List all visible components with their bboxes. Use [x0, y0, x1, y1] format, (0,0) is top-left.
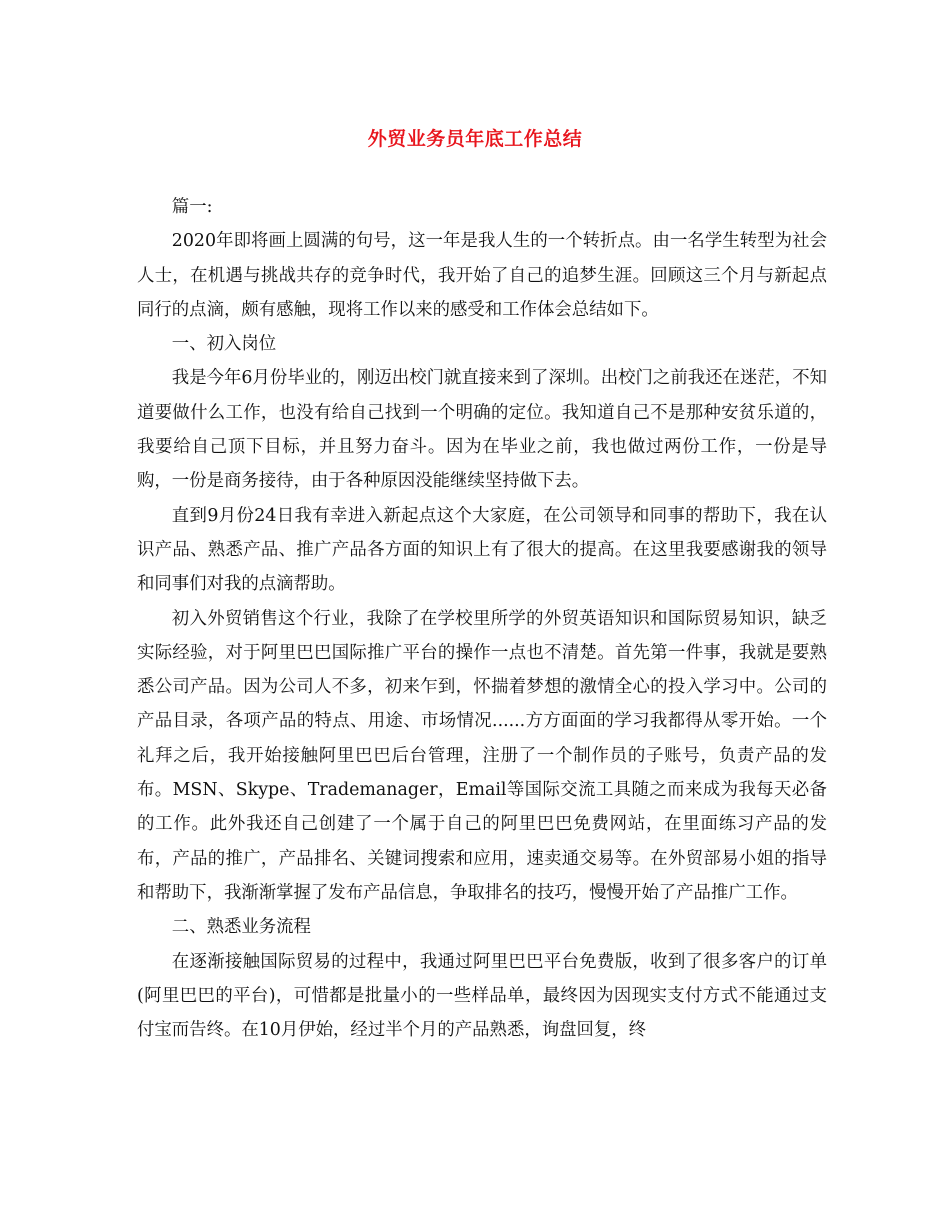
section-heading-2: 二、熟悉业务流程: [171, 917, 311, 938]
intro-paragraph: 2020年即将画上圆满的句号，这一年是我人生的一个转折点。由一名学生转型为社会人士，在机遇与挑战共存的竞争时代，我开始了自己的追梦生涯。回顾这三个月与新起点同行的点滴，颇有感触，现将工作以来的感受和工作体会总结如下。: [137, 231, 827, 320]
body-paragraph: 直到9月份24日我有幸进入新起点这个大家庭，在公司领导和同事的帮助下，我在认识产品、熟悉产品、推广产品各方面的知识上有了很大的提高。在这里我要感谢我的领导和同事们对我的点滴帮助。: [137, 505, 827, 595]
section-heading-1: 一、初入岗位: [171, 334, 277, 355]
document-body: [137, 190, 827, 1047]
body-paragraph: 初入外贸销售这个行业，我除了在学校里所学的外贸英语知识和国际贸易知识，缺乏实际经验，对于阿里巴巴国际推广平台的操作一点也不清楚。首先第一件事，我就是要熟悉公司产品。因为公司人不多，初来乍到，怀揣着梦想的激情全心的投入学习中。公司的产品目录，各项产品的特点、用途、市场情况......方方面面的学习我都得从零开始。一个礼拜之后，我开始接触阿里巴巴后台管理，注册了一个制作员的子账号，负责产品的发布。MSN、Skype、Trademanager，Email等国际交流工具随之而来成为我每天必备的工作。此外我还自己创建了一个属于自己的阿里巴巴免费网站，在里面练习产品的发布，产品的推广，产品排名、关键词搜索和应用，速卖通交易等。在外贸部易小姐的指导和帮助下，我渐渐掌握了发布产品信息，争取排名的技巧，慢慢开始了产品推广工作。: [137, 608, 827, 903]
document-title: 外贸业务员年底工作总结: [367, 128, 583, 150]
section-label: 篇一:: [171, 197, 213, 217]
body-paragraph: 我是今年6月份毕业的，刚迈出校门就直接来到了深圳。出校门之前我还在迷茫，不知道要做什么工作，也没有给自己找到一个明确的定位。我知道自己不是那种安贫乐道的，我要给自己顶下目标，并且努力奋斗。因为在毕业之前，我也做过两份工作，一份是导购，一份是商务接待，由于各种原因没能继续坚持做下去。: [137, 368, 827, 492]
body-paragraph: 在逐渐接触国际贸易的过程中，我通过阿里巴巴平台免费版，收到了很多客户的订单(阿里巴巴的平台)，可惜都是批量小的一些样品单，最终因为因现实支付方式不能通过支付宝而告终。在10月伊始，经过半个月的产品熟悉，询盘回复，终: [137, 951, 827, 1041]
